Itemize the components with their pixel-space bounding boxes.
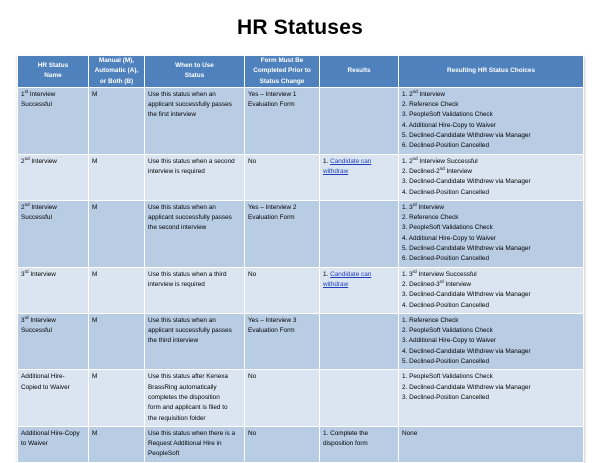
cell-when-to-use xyxy=(145,200,245,267)
cell-text-line xyxy=(402,290,580,300)
cell-text-line xyxy=(402,347,580,357)
cell-text-line: Yes – Interview 1 xyxy=(248,90,297,98)
cell-text-line xyxy=(402,223,580,233)
ordinal-suffix: rd xyxy=(24,268,29,274)
text-segment: 1. xyxy=(323,270,331,278)
cell-text-line xyxy=(323,167,395,177)
header-text-line: Status xyxy=(184,72,205,80)
text-segment: 3. PeopleSoft Validations Check xyxy=(402,111,493,119)
text-segment: 2 xyxy=(21,157,25,165)
cell-when-to-use xyxy=(145,267,245,313)
cell-text-line xyxy=(323,280,395,290)
cell-text-line xyxy=(402,336,580,346)
text-segment: 1. 2 xyxy=(402,157,413,165)
text-segment: Interview xyxy=(444,167,473,175)
cell-mode: M xyxy=(89,426,145,462)
cell-text-line: BrassRing automatically xyxy=(148,383,217,391)
header-text-line: Form Must Be xyxy=(260,57,304,64)
cell-form-required xyxy=(245,370,320,426)
cell-when-to-use xyxy=(145,313,245,369)
candidate-withdraw-link[interactable]: Candidate can xyxy=(330,157,372,165)
text-segment: Successful xyxy=(21,101,52,109)
header-text-line: Status Change xyxy=(259,77,305,85)
cell-text-line xyxy=(21,157,85,167)
header-results xyxy=(320,56,399,88)
text-segment: 5. Declined-Position Cancelled xyxy=(402,358,490,366)
cell-text-line xyxy=(323,270,395,280)
text-segment: Copied to Waiver xyxy=(21,383,70,391)
text-segment: 1. Reference Check xyxy=(402,316,459,324)
cell-text-line: Use this status when an xyxy=(148,316,216,324)
cell-text-line: Request Additional Hire in xyxy=(148,440,222,448)
cell-text-line xyxy=(402,141,580,151)
cell-text-line xyxy=(402,254,580,264)
text-segment: 6. Declined-Position Cancelled xyxy=(402,255,490,263)
ordinal-suffix: nd xyxy=(439,165,445,171)
table-row xyxy=(18,87,584,154)
cell-text-line: Use this status when a second xyxy=(148,157,235,165)
header-text-line: or Both (B) xyxy=(99,77,134,85)
cell-text-line xyxy=(323,157,395,167)
cell-text-line: completes the disposition xyxy=(148,393,220,401)
cell-text-line: Yes – Interview 2 xyxy=(248,203,297,211)
cell-resulting-choices xyxy=(399,267,584,313)
ordinal-suffix: nd xyxy=(24,155,30,161)
cell-status-name xyxy=(18,200,89,267)
cell-status-name xyxy=(18,267,89,313)
cell-text-line: No xyxy=(248,373,257,381)
ordinal-suffix: st xyxy=(24,88,29,94)
text-segment: 3. Declined-Candidate Withdrew via Manager xyxy=(402,178,531,186)
table-row xyxy=(18,267,584,313)
cell-results xyxy=(320,154,399,200)
cell-form-required xyxy=(245,426,320,462)
cell-text-line: the third interview xyxy=(148,337,199,345)
header-hr-status-name xyxy=(18,56,89,88)
cell-text-line xyxy=(402,372,580,382)
text-segment: 5. Declined-Candidate Withdrew via Manager xyxy=(402,245,531,253)
cell-mode: M xyxy=(89,87,145,154)
cell-text-line xyxy=(323,429,395,439)
page-title: HR Statuses xyxy=(237,16,363,39)
text-segment: 3. PeopleSoft Validations Check xyxy=(402,224,493,232)
candidate-withdraw-link[interactable]: Candidate can xyxy=(330,270,372,278)
cell-text-line: applicant successfully passes xyxy=(148,327,232,335)
cell-text-line xyxy=(402,188,580,198)
cell-text-line: Use this status when an xyxy=(148,90,216,98)
cell-text-line: Use this status when an xyxy=(148,203,216,211)
text-segment: 2. Declined-2 xyxy=(402,167,440,175)
cell-text-line: Evaluation Form xyxy=(248,327,295,335)
header-text-line: Results xyxy=(347,67,371,75)
cell-text-line xyxy=(21,383,85,393)
ordinal-suffix: rd xyxy=(412,201,417,207)
cell-text-line: Use this status after Kenexa xyxy=(148,373,228,381)
text-segment: to Waiver xyxy=(21,440,48,448)
text-segment: Interview xyxy=(417,90,446,98)
text-segment: 2. Declined-Candidate Withdrew via Manager xyxy=(402,383,531,391)
cell-mode: M xyxy=(89,267,145,313)
ordinal-suffix: nd xyxy=(412,155,418,161)
text-segment: Interview xyxy=(28,270,56,278)
cell-text-line: applicant successfully passes xyxy=(148,214,232,222)
header-text-line: Manual (M), xyxy=(98,57,135,64)
cell-results xyxy=(320,267,399,313)
text-segment: Interview Successful xyxy=(417,157,478,165)
text-segment: 2. PeopleSoft Validations Check xyxy=(402,327,493,335)
text-segment: 1. xyxy=(323,157,331,165)
cell-text-line xyxy=(402,177,580,187)
cell-when-to-use xyxy=(145,426,245,462)
cell-text-line: No xyxy=(248,157,257,165)
text-segment: 2. Reference Check xyxy=(402,214,459,222)
cell-text-line xyxy=(402,121,580,131)
cell-mode: M xyxy=(89,154,145,200)
text-segment: 1. Complete the xyxy=(323,429,369,437)
text-segment: 3. Additional Hire-Copy to Waiver xyxy=(402,337,496,345)
text-segment: Interview xyxy=(29,157,57,165)
cell-text-line: No xyxy=(248,270,257,278)
cell-text-line xyxy=(21,90,85,100)
text-segment: Interview xyxy=(28,316,56,324)
text-segment: disposition form xyxy=(323,440,368,448)
cell-resulting-choices xyxy=(399,200,584,267)
cell-text-line xyxy=(402,429,580,439)
cell-text-line xyxy=(402,244,580,254)
cell-text-line xyxy=(402,326,580,336)
cell-text-line: Use this status when a third xyxy=(148,270,227,278)
text-segment: None xyxy=(402,429,418,437)
table-row xyxy=(18,426,584,462)
cell-text-line xyxy=(402,110,580,120)
cell-status-name xyxy=(18,426,89,462)
cell-status-name xyxy=(18,154,89,200)
table-row xyxy=(18,200,584,267)
cell-text-line xyxy=(21,316,85,326)
cell-text-line xyxy=(402,100,580,110)
header-when-to-use xyxy=(145,56,245,88)
cell-text-line: No xyxy=(248,429,257,437)
header-text-line: Completed Prior to xyxy=(253,67,311,75)
text-segment: Interview Successful xyxy=(416,270,477,278)
cell-text-line: interview is required xyxy=(148,167,205,175)
cell-results xyxy=(320,87,399,154)
cell-text-line: the first interview xyxy=(148,111,196,119)
cell-mode: M xyxy=(89,313,145,369)
table-row xyxy=(18,313,584,369)
header-text-line: When to Use xyxy=(175,62,214,70)
cell-text-line xyxy=(402,383,580,393)
text-segment: 1. 2 xyxy=(402,90,413,98)
cell-mode: M xyxy=(89,200,145,267)
text-segment: 3. Declined-Candidate Withdrew via Manager xyxy=(402,291,531,299)
text-segment: Interview xyxy=(443,280,472,288)
header-row xyxy=(18,56,584,88)
cell-results xyxy=(320,426,399,462)
cell-resulting-choices xyxy=(399,313,584,369)
text-segment: Interview xyxy=(28,90,56,98)
text-segment: 2 xyxy=(21,203,25,211)
cell-text-line xyxy=(402,357,580,367)
cell-text-line xyxy=(402,280,580,290)
cell-form-required xyxy=(245,313,320,369)
cell-form-required xyxy=(245,200,320,267)
cell-when-to-use xyxy=(145,87,245,154)
header-text-line: HR Status xyxy=(37,62,69,70)
cell-resulting-choices xyxy=(399,154,584,200)
text-segment: 2. Reference Check xyxy=(402,101,459,109)
cell-text-line: interview is required xyxy=(148,280,205,288)
header-resulting-choices xyxy=(399,56,584,88)
cell-when-to-use xyxy=(145,154,245,200)
cell-form-required xyxy=(245,87,320,154)
text-segment: 1. 3 xyxy=(402,270,413,278)
hr-statuses-table xyxy=(17,55,584,463)
cell-text-line xyxy=(402,90,580,100)
text-segment: Additional Hire- xyxy=(21,373,65,381)
cell-text-line xyxy=(21,203,85,213)
cell-text-line: the requisition folder xyxy=(148,414,206,422)
cell-resulting-choices xyxy=(399,87,584,154)
ordinal-suffix: rd xyxy=(439,278,444,284)
cell-text-line xyxy=(21,439,85,449)
cell-text-line xyxy=(402,167,580,177)
header-form-required xyxy=(245,56,320,88)
cell-text-line xyxy=(21,100,85,110)
cell-text-line xyxy=(402,301,580,311)
cell-text-line: form and applicant is filed to xyxy=(148,404,228,412)
header-manual-automatic xyxy=(89,56,145,88)
text-segment: 2. Declined-3 xyxy=(402,280,440,288)
cell-results xyxy=(320,370,399,426)
candidate-withdraw-link[interactable]: withdraw xyxy=(323,280,349,288)
cell-text-line: applicant successfully passes xyxy=(148,101,232,109)
text-segment: 5. Declined-Candidate Withdrew via Manager xyxy=(402,132,531,140)
text-segment: Additional Hire-Copy xyxy=(21,429,80,437)
cell-form-required xyxy=(245,154,320,200)
cell-text-line: Yes – Interview 3 xyxy=(248,316,297,324)
cell-text-line xyxy=(21,372,85,382)
cell-text-line xyxy=(21,326,85,336)
text-segment: 3. Declined-Position Cancelled xyxy=(402,393,490,401)
cell-results xyxy=(320,200,399,267)
cell-form-required xyxy=(245,267,320,313)
text-segment: 1 xyxy=(21,90,25,98)
ordinal-suffix: rd xyxy=(24,314,29,320)
cell-text-line xyxy=(402,157,580,167)
ordinal-suffix: rd xyxy=(412,268,417,274)
cell-text-line: the second interview xyxy=(148,224,207,232)
cell-text-line xyxy=(402,270,580,280)
text-segment: 4. Declined-Position Cancelled xyxy=(402,188,490,196)
cell-resulting-choices xyxy=(399,426,584,462)
cell-text-line xyxy=(21,213,85,223)
cell-results xyxy=(320,313,399,369)
cell-resulting-choices xyxy=(399,370,584,426)
header-text-line: Name xyxy=(44,72,62,80)
cell-mode: M xyxy=(89,370,145,426)
candidate-withdraw-link[interactable]: withdraw xyxy=(323,167,349,175)
table-row xyxy=(18,370,584,426)
text-segment: 4. Declined-Candidate Withdrew via Manager xyxy=(402,347,531,355)
cell-status-name xyxy=(18,87,89,154)
cell-text-line xyxy=(402,234,580,244)
cell-text-line xyxy=(402,393,580,403)
text-segment: 4. Additional Hire-Copy to Waiver xyxy=(402,121,496,129)
text-segment: Successful xyxy=(21,214,52,222)
cell-text-line xyxy=(402,213,580,223)
cell-text-line xyxy=(402,316,580,326)
cell-text-line xyxy=(402,131,580,141)
cell-text-line: Use this status when there is a xyxy=(148,429,236,437)
header-text-line: Resulting HR Status Choices xyxy=(446,67,536,75)
text-segment: 1. PeopleSoft Validations Check xyxy=(402,373,493,381)
text-segment: Interview xyxy=(29,203,57,211)
table-row xyxy=(18,154,584,200)
table-body xyxy=(18,87,584,462)
text-segment: 1. 3 xyxy=(402,203,413,211)
cell-text-line: Evaluation Form xyxy=(248,101,295,109)
cell-when-to-use xyxy=(145,370,245,426)
cell-text-line xyxy=(21,270,85,280)
text-segment: 4. Declined-Position Cancelled xyxy=(402,301,490,309)
text-segment: 3 xyxy=(21,270,25,278)
text-segment: 4. Additional Hire-Copy to Waiver xyxy=(402,234,496,242)
cell-text-line xyxy=(402,203,580,213)
cell-text-line: Evaluation Form xyxy=(248,214,295,222)
ordinal-suffix: nd xyxy=(24,201,30,207)
text-segment: Interview xyxy=(416,203,445,211)
text-segment: Successful xyxy=(21,327,52,335)
text-segment: 6. Declined-Position Cancelled xyxy=(402,142,490,150)
ordinal-suffix: nd xyxy=(412,88,418,94)
text-segment: 3 xyxy=(21,316,25,324)
header-text-line: Automatic (A), xyxy=(94,67,139,75)
cell-text-line: PeopleSoft xyxy=(148,450,180,458)
cell-status-name xyxy=(18,313,89,369)
cell-text-line xyxy=(21,429,85,439)
cell-text-line xyxy=(323,439,395,449)
cell-status-name xyxy=(18,370,89,426)
